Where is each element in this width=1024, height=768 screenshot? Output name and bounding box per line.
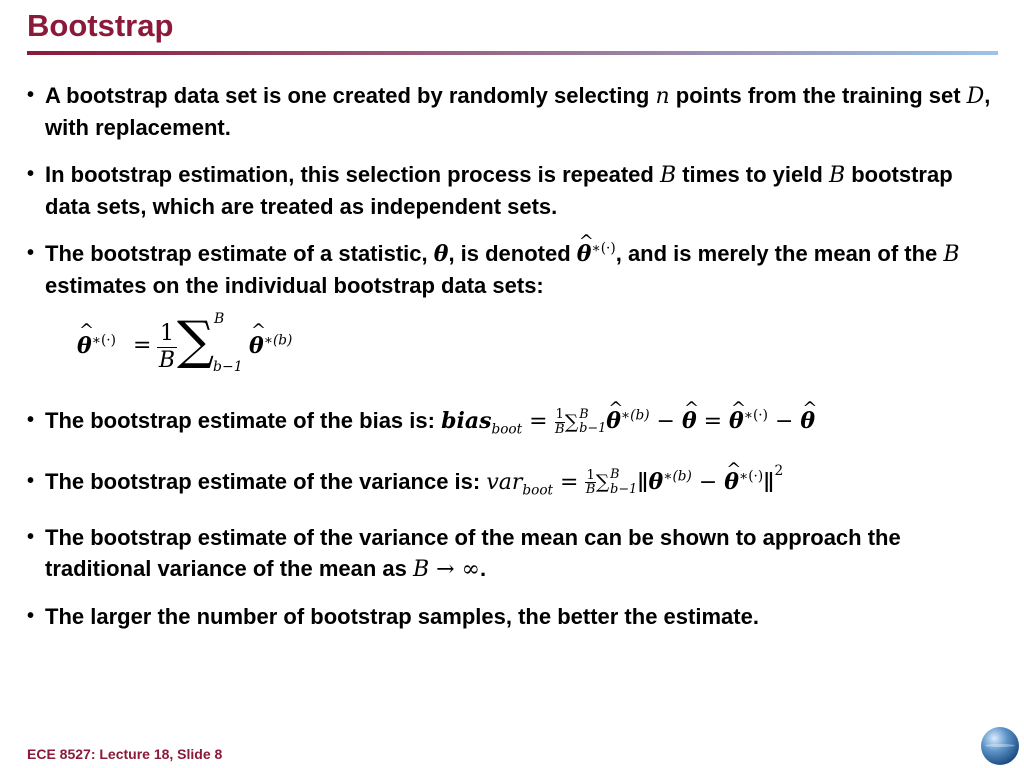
bullet-dot: •	[27, 163, 35, 185]
mean-estimate-equation: ^ θ∗(·) = 1 B ∑ B b−1 ^ $\theta^{∗(b)}$	[27, 321, 1002, 405]
summation-symbol: ∑	[177, 311, 215, 371]
bullet-dot: •	[27, 469, 35, 492]
bullet-2: • In bootstrap estimation, this selection process is repeated B times to yield B bootstrap data sets, which are treated as independent sets.	[27, 159, 1002, 222]
bullet-bias: • The bootstrap estimate of the bias is: bias$_{boot}$ = $\frac{1}{B}$ ∑ B b−1 ^ $\theta^{∗(b)}$ − ^ θ = ^ θ∗(·) − ^ θ	[27, 405, 1002, 438]
bullet-6: • The bootstrap estimate of the variance of the mean can be shown to approach the traditional variance of the mean as B → ∞.	[27, 522, 1002, 585]
norm-bar-left: ‖	[637, 466, 649, 498]
slide-footer: ECE 8527: Lecture 18, Slide 8	[27, 746, 223, 762]
bullet-variance: • The bootstrap estimate of the variance is: var$_{boot}$ = $\frac{1}{B}$ ∑ B b−1 $‖\theta^{∗(b)}$ − ^ θ∗(·)‖$^2$	[27, 466, 1002, 499]
fraction: $\frac{1}{B}$	[585, 467, 596, 498]
summation-symbol: ∑	[595, 472, 610, 494]
bullet-dot: •	[27, 409, 35, 431]
summation-symbol: ∑	[564, 411, 579, 433]
bullet-dot: •	[27, 526, 35, 549]
bullet-1: • A bootstrap data set is one created by randomly selecting n points from the training set D, with replacement.	[27, 80, 1002, 143]
bullet-7: • The larger the number of bootstrap samples, the better the estimate.	[27, 601, 1002, 632]
bullet-dot: •	[27, 84, 35, 106]
title-divider	[27, 51, 998, 55]
fraction: 1 B	[158, 321, 176, 374]
bullet-dot: •	[27, 242, 35, 264]
bullet-3: • The bootstrap estimate of a statistic, θ, is denoted ^ θ∗(·), and is merely the mean of the B estimates on the individual bootstrap data sets:	[27, 238, 1002, 301]
bullet-dot: •	[27, 605, 35, 628]
globe-logo-icon	[981, 727, 1019, 765]
norm-bar-right: ‖	[763, 466, 775, 498]
slide-title: Bootstrap	[27, 8, 174, 43]
bullet-list	[27, 80, 1002, 632]
fraction: $\frac{1}{B}$	[554, 406, 565, 437]
